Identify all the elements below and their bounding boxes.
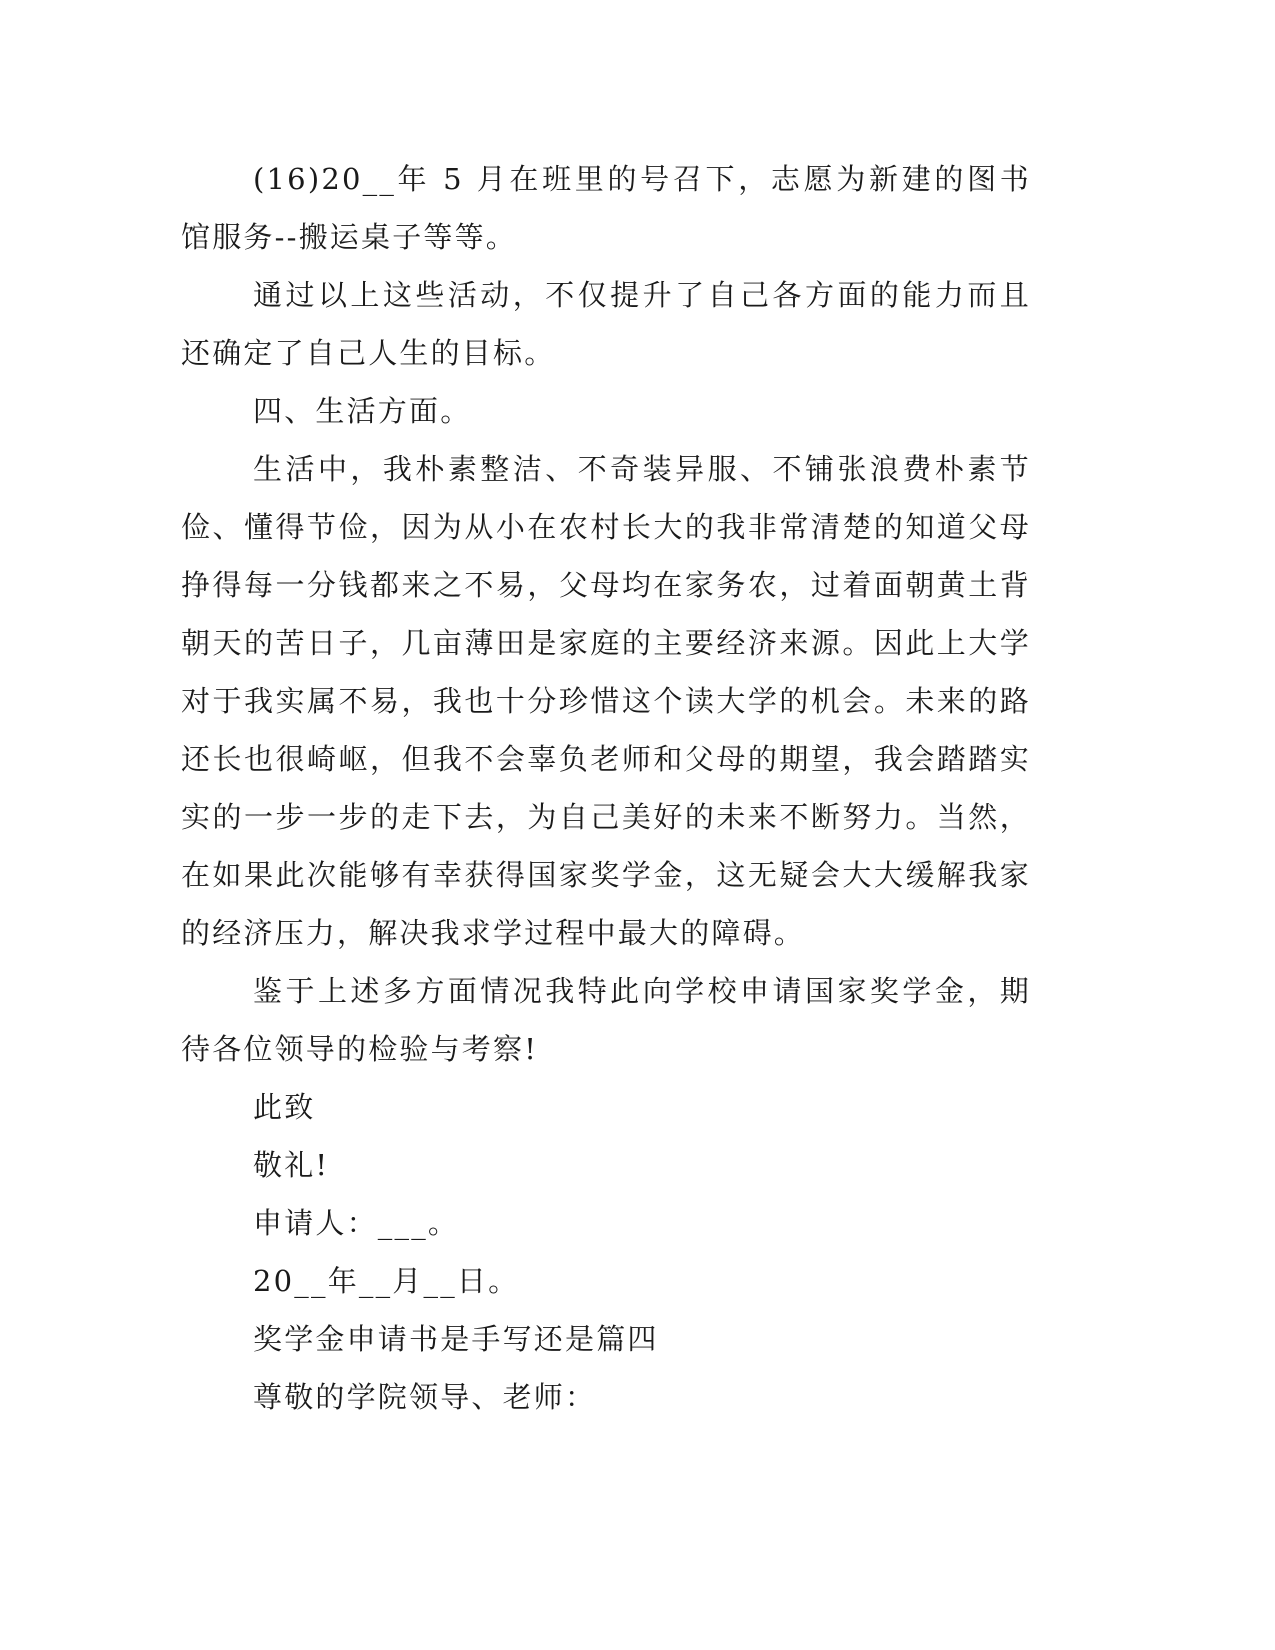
section-heading-life: 四、生活方面。 xyxy=(253,394,472,428)
closing-salutation: 此致 xyxy=(253,1090,316,1124)
next-section-title: 奖学金申请书是手写还是篇四 xyxy=(253,1322,659,1356)
paragraph-library-volunteer: (16)20__年 5 月在班里的号召下，志愿为新建的图书馆服务--搬运桌子等等。 xyxy=(181,162,1031,254)
paragraph-life-description: 生活中，我朴素整洁、不奇装异服、不铺张浪费朴素节俭、懂得节俭，因为从小在农村长大的我非常清楚的知道父母挣得每一分钱都来之不易，父母均在家务农，过着面朝黄土背朝天的苦日子，几亩薄田是家庭的主要经济来源。因此上大学对于我实属不易，我也十分珍惜这个读大学的机会。未来的路还长也很崎岖，但我不会辜负老师和父母的期望，我会踏踏实实的一步一步的走下去，为自己美好的未来不断努力。当然，在如果此次能够有幸获得国家奖学金，这无疑会大大缓解我家的经济压力，解决我求学过程中最大的障碍。 xyxy=(181,452,1031,950)
document-body xyxy=(181,150,1031,1426)
closing-respect: 敬礼! xyxy=(253,1148,330,1182)
applicant-line: 申请人：___。 xyxy=(253,1206,460,1240)
paragraph-application-request: 鉴于上述多方面情况我特此向学校申请国家奖学金，期待各位领导的检验与考察! xyxy=(181,974,1031,1066)
greeting-line: 尊敬的学院领导、老师： xyxy=(253,1380,597,1414)
date-line: 20__年__月__日。 xyxy=(253,1264,520,1298)
paragraph-activities-summary: 通过以上这些活动，不仅提升了自己各方面的能力而且还确定了自己人生的目标。 xyxy=(181,278,1031,370)
